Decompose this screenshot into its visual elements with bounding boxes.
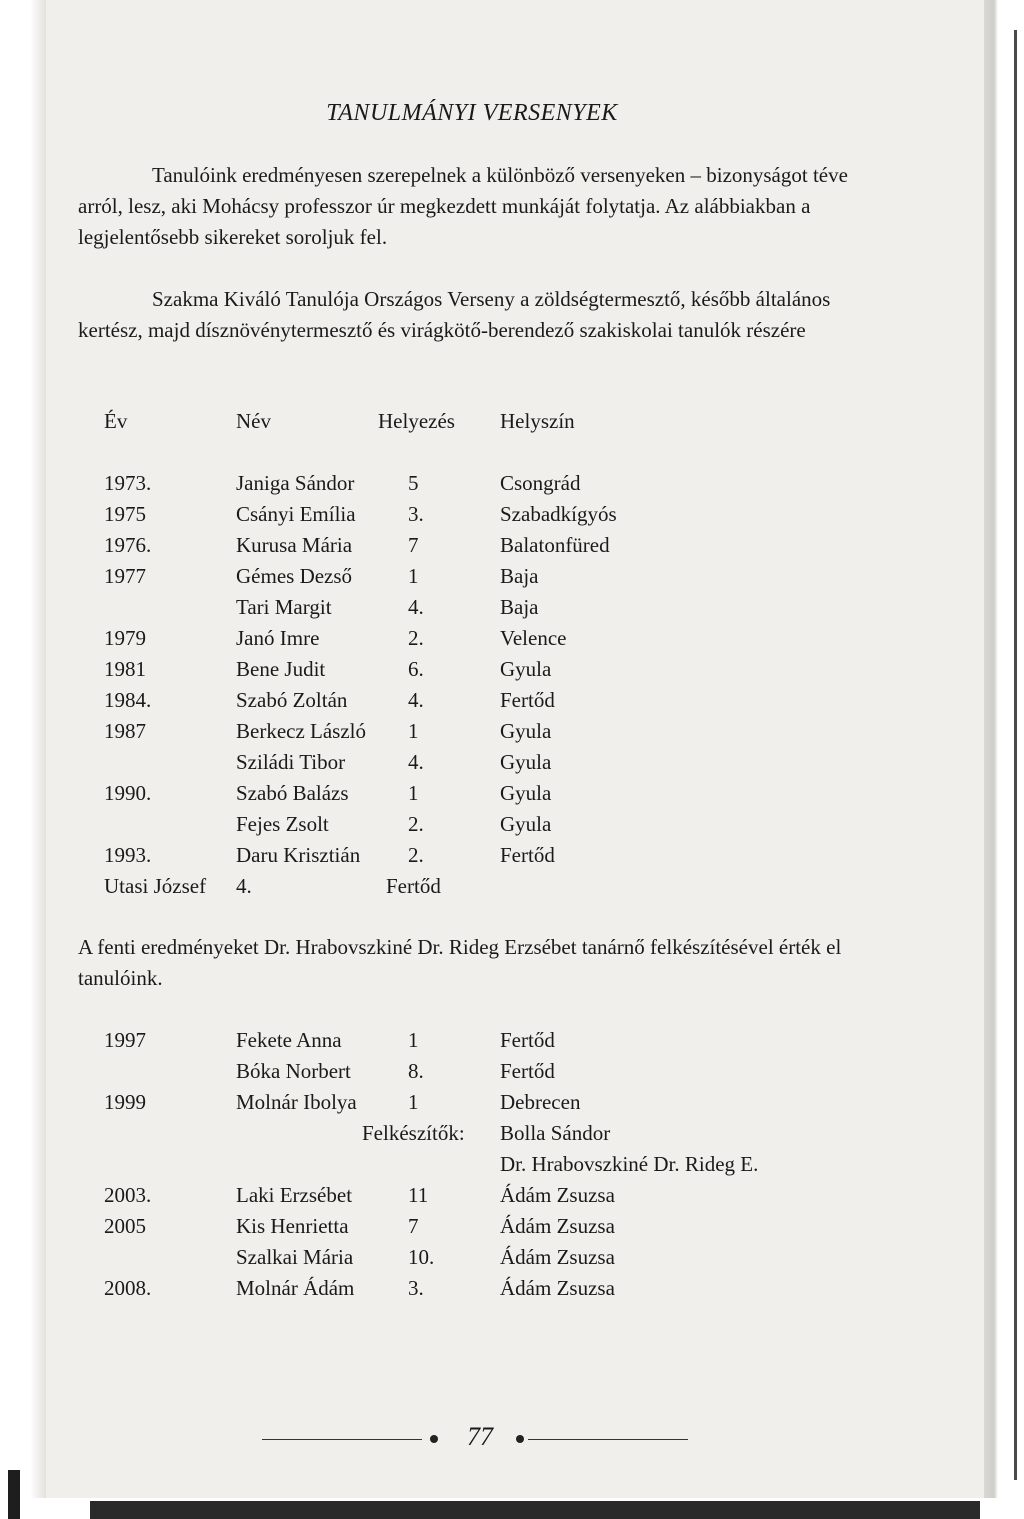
row-name: Sziládi Tibor [236, 750, 346, 774]
row-position: 4. [236, 874, 252, 898]
row-position: 5 [408, 471, 419, 495]
row-position: 7 [408, 533, 419, 557]
row-place: Fertőd [500, 688, 555, 712]
row-place: Gyula [500, 657, 552, 681]
row-year: 1975 [104, 502, 146, 526]
row-year: 1993. [104, 843, 152, 867]
preparers-label: Felkészítők: [362, 1121, 465, 1145]
row-position: 2. [408, 843, 424, 867]
row-year: 1997 [104, 1028, 146, 1052]
row-place: Szabadkígyós [500, 502, 617, 526]
row-name: Bóka Norbert [236, 1059, 351, 1083]
intro-paragraph: Tanulóink eredményesen szerepelnek a különböző versenyeken – bizonyságot téve arról, lesz, aki Mohácsy professzor úr megkezdett munkáját folytatja. Az alábbiakban a legjelentősebb sikereket soroljuk fel. [78, 163, 848, 249]
row-name: Fejes Zsolt [236, 812, 329, 836]
footer-rule-left [262, 1439, 422, 1440]
row-name: Szabó Zoltán [236, 688, 348, 712]
row-place: Fertőd [500, 1028, 555, 1052]
row-place: Fertőd [500, 843, 555, 867]
preparer-2: Dr. Hrabovszkiné Dr. Rideg E. [500, 1152, 759, 1176]
footer-rule-right [528, 1439, 688, 1440]
footer-bullet-left [430, 1435, 438, 1443]
row-name: Kis Henrietta [236, 1214, 349, 1238]
header-place: Helyszín [500, 409, 575, 433]
row-position: 4. [408, 595, 424, 619]
row-position: 7 [408, 1214, 419, 1238]
note-paragraph: A fenti eredményeket Dr. Hrabovszkiné Dr. Rideg Erzsébet tanárnő felkészítésével érték el tanulóink. [78, 935, 842, 990]
row-year: 2005 [104, 1214, 146, 1238]
row-position: 8. [408, 1059, 424, 1083]
row-position: 2. [408, 626, 424, 650]
scan-left-margin [0, 0, 46, 1519]
row-name: Gémes Dezső [236, 564, 353, 588]
header-name: Név [236, 409, 271, 433]
row-name: Janiga Sándor [236, 471, 355, 495]
row-position: 4. [408, 688, 424, 712]
row-place: Velence [500, 626, 567, 650]
row-name: Molnár Ibolya [236, 1090, 357, 1114]
row-year: 2003. [104, 1183, 152, 1207]
scan-right-margin [984, 0, 1024, 1519]
row-year: 1999 [104, 1090, 146, 1114]
binding-shadow [8, 1470, 20, 1519]
row-position: 1 [408, 719, 419, 743]
row-name: Molnár Ádám [236, 1276, 355, 1300]
row-name: Szabó Balázs [236, 781, 349, 805]
row-position: 1 [408, 781, 419, 805]
footer-bullet-right [516, 1435, 524, 1443]
row-year: 1979 [104, 626, 146, 650]
row-position: 1 [408, 1028, 419, 1052]
page-edge-line [1014, 30, 1017, 1480]
row-name: Janó Imre [236, 626, 320, 650]
row-place: Ádám Zsuzsa [500, 1214, 615, 1238]
row-name: Berkecz László [236, 719, 367, 743]
row-year: 1990. [104, 781, 152, 805]
row-position: 3. [408, 1276, 424, 1300]
row-year: 1984. [104, 688, 152, 712]
row-name: Csányi Emília [236, 502, 356, 526]
row-year: 1977 [104, 564, 146, 588]
row-place: Debrecen [500, 1090, 581, 1114]
header-year: Év [104, 409, 128, 433]
competition-paragraph: Szakma Kiváló Tanulója Országos Verseny a zöldségtermesztő, később általános kertész, majd dísznövénytermesztő és virágkötő-berendező szakiskolai tanulók részére [78, 287, 831, 342]
row-year: 1976. [104, 533, 152, 557]
page-bottom-edge [90, 1501, 980, 1519]
row-position: 2. [408, 812, 424, 836]
row-place: Baja [500, 564, 539, 588]
row-position: 1 [408, 564, 419, 588]
row-name: Bene Judit [236, 657, 326, 681]
preparer-1: Bolla Sándor [500, 1121, 611, 1145]
row-position: 4. [408, 750, 424, 774]
row-name: Utasi József [104, 874, 207, 898]
row-position: 1 [408, 1090, 419, 1114]
row-place: Balatonfüred [500, 533, 610, 557]
header-position: Helyezés [378, 409, 455, 433]
page-title: TANULMÁNYI VERSENYEK [326, 100, 618, 126]
row-name: Kurusa Mária [236, 533, 353, 557]
row-place: Ádám Zsuzsa [500, 1245, 615, 1269]
row-place: Fertőd [386, 874, 441, 898]
page-footer [0, 1420, 1024, 1460]
row-place: Csongrád [500, 471, 581, 495]
row-place: Ádám Zsuzsa [500, 1183, 615, 1207]
row-place: Gyula [500, 812, 552, 836]
row-place: Fertőd [500, 1059, 555, 1083]
row-year: 2008. [104, 1276, 152, 1300]
row-place: Gyula [500, 719, 552, 743]
row-year: 1973. [104, 471, 152, 495]
row-position: 6. [408, 657, 424, 681]
row-place: Baja [500, 595, 539, 619]
row-position: 3. [408, 502, 424, 526]
row-position: 10. [408, 1245, 435, 1269]
row-year: 1987 [104, 719, 146, 743]
row-name: Fekete Anna [236, 1028, 342, 1052]
row-name: Laki Erzsébet [236, 1183, 353, 1207]
row-place: Gyula [500, 781, 552, 805]
row-name: Szalkai Mária [236, 1245, 354, 1269]
row-place: Ádám Zsuzsa [500, 1276, 615, 1300]
row-position: 11 [408, 1183, 429, 1207]
row-year: 1981 [104, 657, 146, 681]
row-place: Gyula [500, 750, 552, 774]
page-number: 77 [467, 1422, 493, 1451]
row-name: Daru Krisztián [236, 843, 361, 867]
row-name: Tari Margit [236, 595, 332, 619]
